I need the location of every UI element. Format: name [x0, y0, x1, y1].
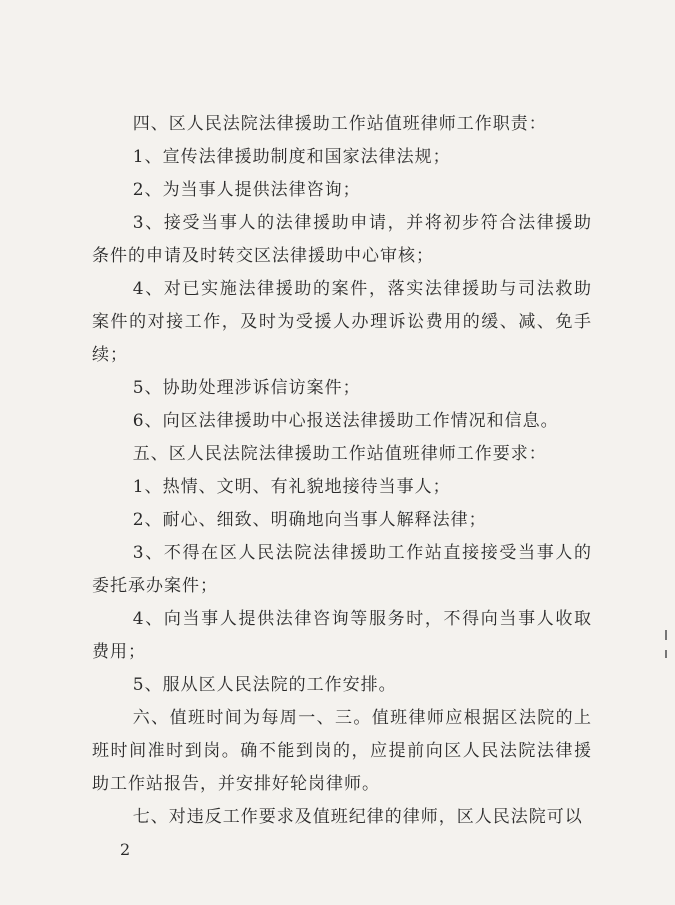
- paragraph-item: 5、服从区人民法院的工作安排。: [132, 675, 397, 695]
- scan-edge-mark: [665, 630, 667, 640]
- paragraph-item: 2、为当事人提供法律咨询；: [132, 180, 361, 200]
- paragraph-item: 3、接受当事人的法律援助申请，并将初步符合法律援助条件的申请及时转交区法律援助中心审核；: [92, 213, 592, 266]
- page-number: 2: [120, 840, 131, 859]
- paragraph-item: 1、宣传法律援助制度和国家法律法规；: [132, 147, 451, 167]
- paragraph-item: 2、耐心、细致、明确地向当事人解释法律；: [132, 510, 487, 530]
- paragraph-section-4-heading: 四、区人民法院法律援助工作站值班律师工作职责：: [132, 114, 547, 134]
- scan-edge-mark: [665, 650, 667, 658]
- paragraph-section-7: 七、对违反工作要求及值班纪律的律师，区人民法院可以: [132, 807, 583, 827]
- paragraph-item: 4、向当事人提供法律咨询等服务时，不得向当事人收取费用；: [92, 609, 592, 662]
- document-body: [92, 108, 592, 834]
- paragraph-section-5-heading: 五、区人民法院法律援助工作站值班律师工作要求：: [132, 444, 547, 464]
- paragraph-item: 3、不得在区人民法院法律援助工作站直接接受当事人的委托承办案件；: [92, 543, 592, 596]
- paragraph-item: 4、对已实施法律援助的案件，落实法律援助与司法救助案件的对接工作，及时为受援人办理诉讼费用的缓、减、免手续；: [92, 279, 592, 365]
- paragraph-section-6: 六、值班时间为每周一、三。值班律师应根据区法院的上班时间准时到岗。确不能到岗的，应提前向区人民法院法律援助工作站报告，并安排好轮岗律师。: [92, 708, 592, 794]
- paragraph-item: 1、热情、文明、有礼貌地接待当事人；: [132, 477, 451, 497]
- paragraph-item: 6、向区法律援助中心报送法律援助工作情况和信息。: [132, 411, 559, 431]
- paragraph-item: 5、协助处理涉诉信访案件；: [132, 378, 361, 398]
